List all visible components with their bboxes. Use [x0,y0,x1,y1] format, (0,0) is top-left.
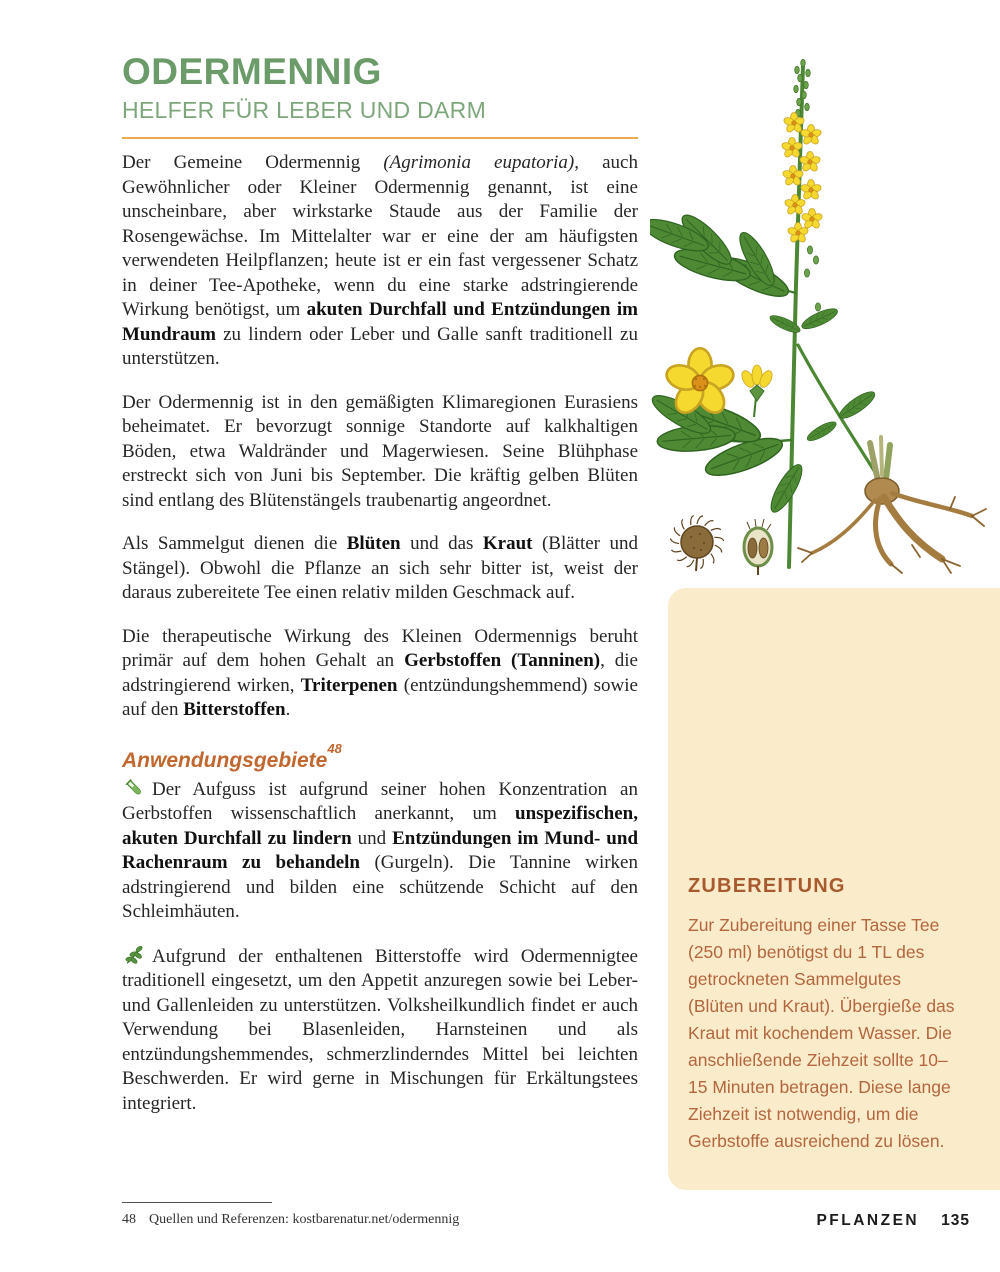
flower-spike [781,113,823,244]
paragraph-usage-infusion: Der Aufguss ist aufgrund seiner hohen Konzentration an Gerbstoffen wissenschaftlich anerkannt, um unspezifischen, akuten Durchfall zu lindern und Entzündungen im Mund- und Rachenraum zu behandeln (Gurgeln). Die Tannine wirken adstringierend und bilden eine schützende Schicht auf den Schleimhäuten. [122,778,639,922]
herb-icon [122,944,147,966]
accent-divider [122,137,638,139]
preparation-infobox [668,588,1000,1190]
infobox-heading: ZUBEREITUNG [688,875,846,897]
footnote-text: Quellen und Referenzen: kostbarenatur.net/odermennig [149,1212,460,1227]
paragraph-usage-traditional: Aufgrund der enthaltenen Bitterstoffe wird Odermennigtee traditionell eingesetzt, um den Appetit anzuregen sowie bei Leber- und Gallenleiden zu unterstützen. Volksheilkundlich findet er auch Verwendung bei Blasenleiden, Harnsteinen und als entzündungshemmendes, schmerzlinderndes Mittel bei leichten Beschwerden. Er wird gerne in Mischungen für Erkältungstees integriert. [122,945,638,1114]
seed-cross-section-detail [744,519,772,575]
agrimonia-botanical-illustration [650,45,1000,580]
article-body [122,151,638,1135]
seed-burr-detail [671,516,724,571]
footer-page-number: 135 [941,1212,970,1229]
page-subtitle: HELFER FÜR LEBER UND DARM [122,96,487,123]
lower-leaf-cluster [650,389,807,516]
footnote-divider [122,1202,272,1203]
test-tube-icon [122,777,147,799]
upper-leaf-cluster [650,209,796,304]
flower-detail-side [739,365,774,417]
paragraph-intro: Der Gemeine Odermennig (Agrimonia eupatoria), auch Gewöhnlicher oder Kleiner Odermennig genannt, ist eine unscheinbare, aber wirkstarke Staude aus der Familie der Rosengewächse. Im Mittelalter war er eine der am häufigsten verwendeten Heilpflanzen; heute ist er ein fast vergessener Schatz in deiner Tee-Apotheke, wenn du eine starke adstringierende Wirkung benötigst, um akuten Durchfall und Entzündungen im Mundraum zu lindern oder Leber und Galle sanft traditionell zu unterstützen. [122,152,638,369]
section-heading-anwendungsgebiete: Anwendungsgebiete$^{48}$ [122,740,342,772]
infobox-body: Zur Zubereitung einer Tasse Tee (250 ml) benötigst du 1 TL des getrockneten Sammelgutes (Blüten und Kraut). Übergieße das Kraut mit kochendem Wasser. Die anschließende Ziehzeit sollte 10–15 Minuten betragen. Diese lange Ziehzeit ist notwendig, um die Gerbstoffe ausreichend zu lösen. [688,915,955,1151]
paragraph-constituents: Die therapeutische Wirkung des Kleinen Odermennigs beruht primär auf dem hohen Gehalt an Gerbstoffen (Tanninen), die adstringierend wirken, Triterpenen (entzündungshemmend) sowie auf den Bitterstoffen. [122,625,638,720]
page-footer [816,1212,970,1230]
footnote [122,1212,459,1228]
footnote-reference: 48 [327,740,342,756]
root-detail [798,437,986,573]
paragraph-harvest: Als Sammelgut dienen die Blüten und das Kraut (Blätter und Stängel). Obwohl die Pflanze an sich sehr bitter ist, weist der daraus zubereitete Tee einen relativ milden Geschmack auf. [122,533,638,603]
footnote-number: 48 [122,1212,136,1227]
footer-section-label: PFLANZEN [816,1212,920,1229]
page-header [122,52,638,124]
page-title: ODERMENNIG [122,51,382,92]
paragraph-habitat: Der Odermennig ist in den gemäßigten Klimaregionen Eurasiens beheimatet. Er bevorzugt sonnige Standorte auf kalkhaltigen Böden, etwa Waldränder und Magerwiesen. Seine Blühphase erstreckt sich von Juni bis September. Die kräftig gelben Blüten sind entlang des Blütenstängels traubenartig angeordnet. [122,391,638,511]
